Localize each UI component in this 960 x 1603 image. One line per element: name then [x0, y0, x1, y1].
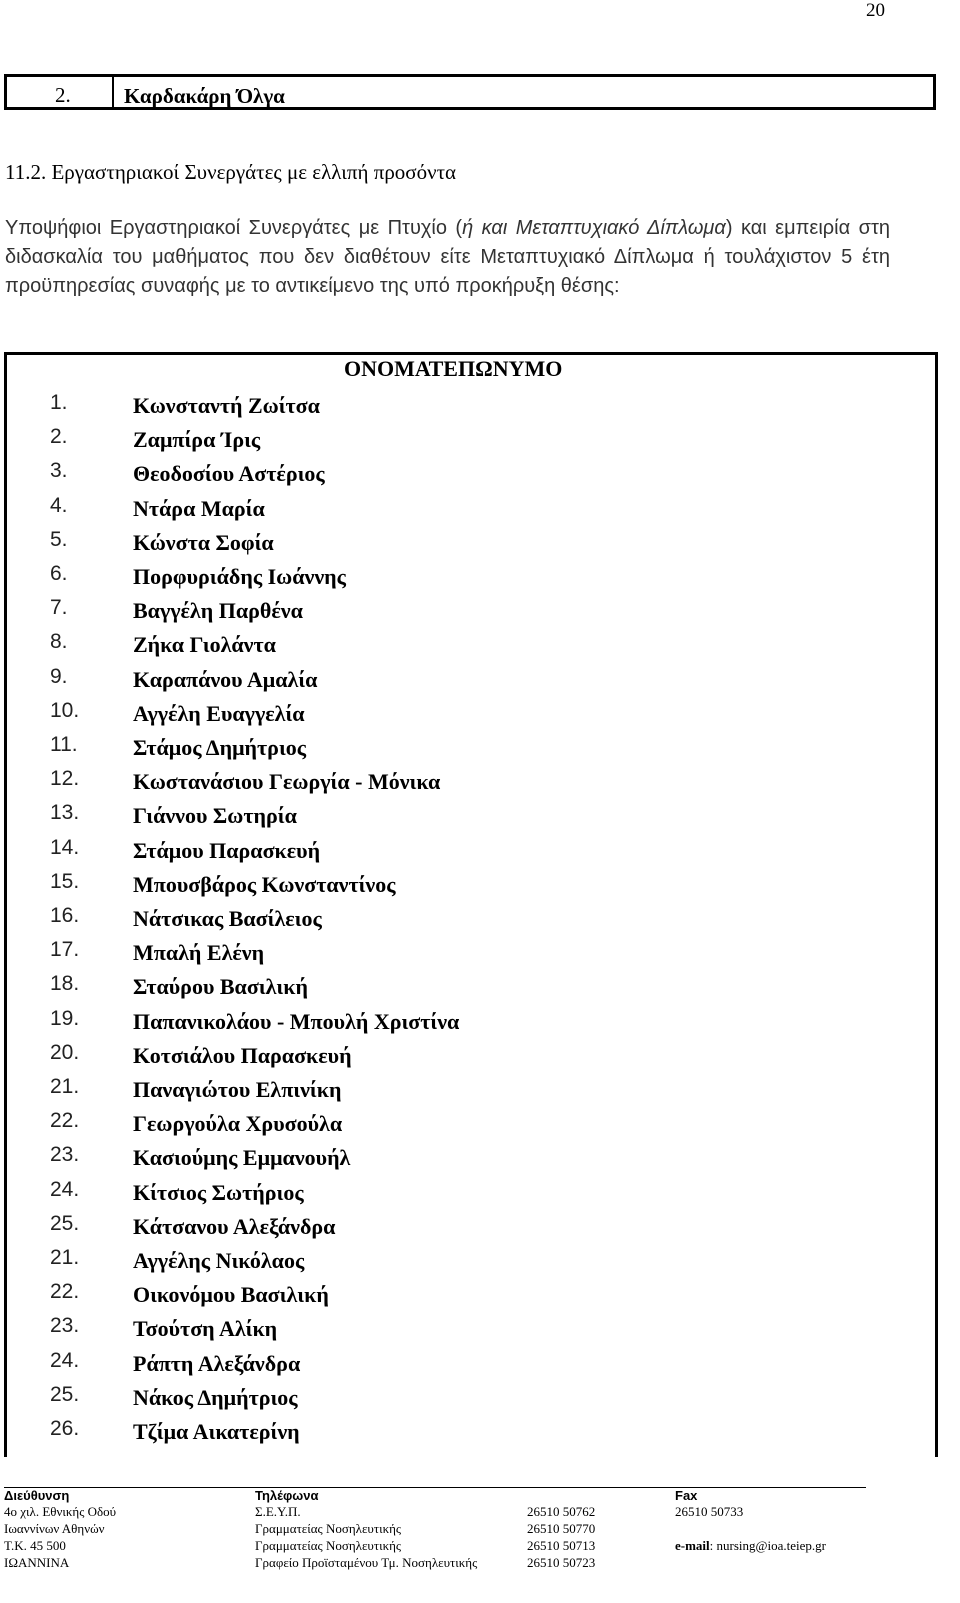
section-heading: 11.2. Εργαστηριακοί Συνεργάτες με ελλιπή προσόντα [5, 160, 457, 184]
row-number: 18. [50, 972, 80, 996]
row-number: 7. [50, 596, 68, 620]
table-row [0, 425, 930, 459]
row-number: 10. [50, 698, 80, 722]
row-number: 25. [50, 1382, 80, 1406]
table-row [0, 1041, 930, 1075]
table-row [0, 1212, 930, 1246]
row-fullname: Ζήκα Γιολάντα [133, 632, 276, 658]
previous-entry-row [4, 74, 936, 110]
table-row [0, 459, 930, 493]
row-number: 16. [50, 904, 80, 927]
table-row [0, 1246, 930, 1280]
row-fullname: Σταύρου Βασιλική [133, 974, 308, 1000]
table-row [0, 1178, 930, 1212]
row-fullname: Στάμος Δημήτριος [133, 735, 307, 760]
table-row [0, 1075, 930, 1109]
row-number: 23. [50, 1314, 80, 1338]
row-fullname: Καραπάνου Αμαλία [133, 666, 318, 692]
row-fullname: Νάκος Δημήτριος [133, 1384, 298, 1410]
row-number: 14. [50, 835, 80, 859]
column-header-fullname: ΟΝΟΜΑΤΕΠΩΝΥΜΟ [344, 356, 563, 381]
row-fullname: Κάτσανου Αλεξάνδρα [133, 1213, 336, 1239]
footer-address-line: ΙΩΑΝΝΙΝΑ [4, 1555, 70, 1570]
row-number: 22. [50, 1280, 80, 1304]
row-number: 13. [50, 801, 80, 825]
row-number: 25. [50, 1211, 80, 1235]
row-number: 9. [50, 664, 68, 688]
footer-phone-name: Γραμματείας Νοσηλευτικής [255, 1521, 402, 1536]
intro-paragraph [5, 214, 890, 301]
footer-address-line: Τ.Κ. 45 500 [4, 1538, 66, 1553]
row-number: 22. [50, 1109, 80, 1133]
row-number: 12. [50, 767, 80, 791]
footer-phone-name: Σ.Ε.Υ.Π. [255, 1504, 301, 1519]
row-fullname: Ράπτη Αλεξάνδρα [133, 1350, 301, 1376]
footer-phone-label: Τηλέφωνα [255, 1488, 319, 1503]
row-number: 1. [50, 391, 68, 414]
row-fullname: Αγγέλη Ευαγγελία [133, 700, 305, 726]
page-number: 20 [866, 0, 885, 21]
row-number: 2. [50, 425, 68, 449]
row-number: 17. [50, 938, 80, 962]
row-number: 11. [50, 733, 78, 756]
row-number: 6. [50, 562, 68, 585]
footer-phone-number: 26510 50762 [527, 1504, 596, 1519]
row-fullname: Αγγέλης Νικόλαος [133, 1248, 305, 1273]
intro-text-end: ) και εμπειρία στη διδασκαλία του μαθήματος που δεν διαθέτουν είτε Μεταπτυχιακό Δίπλωμα ή τουλάχιστον 5 έτη προϋπηρεσίας συναφής με το αντικείμενο της υπό προκήρυξη θέσης: [5, 217, 890, 297]
row-number: 5. [50, 527, 68, 551]
table-row [0, 528, 930, 562]
row-number: 24. [50, 1177, 80, 1201]
footer-address-label: Διεύθυνση [4, 1488, 70, 1503]
row-number: 23. [50, 1143, 80, 1167]
row-fullname: Ντάρα Μαρία [133, 495, 265, 521]
table-row [0, 1417, 930, 1451]
row-number: 3. [50, 459, 68, 483]
row-fullname: Μπουσβάρος Κωνσταντίνος [133, 871, 396, 897]
footer-fax-label: Fax [675, 1488, 698, 1503]
footer-email-address: : nursing@ioa.teiep.gr [709, 1538, 826, 1553]
table-row [0, 1349, 930, 1383]
table-row [0, 1314, 930, 1348]
table-row [0, 1383, 930, 1417]
footer-address-line: Ιωαννίνων Αθηνών [4, 1521, 105, 1536]
row-fullname: Τζίμα Αικατερίνη [133, 1419, 300, 1444]
table-row [0, 870, 930, 904]
previous-entry-name: Καρδακάρη Όλγα [124, 84, 285, 108]
row-fullname: Κωστανάσιου Γεωργία - Μόνικα [133, 769, 441, 795]
footer-email [675, 1538, 826, 1554]
table-row [0, 972, 930, 1006]
footer-phone-number: 26510 50770 [527, 1521, 596, 1536]
footer-phone-name: Γραμματείας Νοσηλευτικής [255, 1538, 402, 1553]
previous-entry-number: 2. [55, 83, 71, 107]
row-fullname: Κασιούμης Εμμανουήλ [133, 1145, 351, 1171]
row-fullname: Νάτσικας Βασίλειος [133, 906, 322, 931]
row-fullname: Οικονόμου Βασιλική [133, 1282, 329, 1308]
row-fullname: Κίτσιος Σωτήριος [133, 1179, 304, 1205]
table-row [0, 904, 930, 938]
row-number: 8. [50, 630, 68, 654]
row-number: 4. [50, 493, 68, 517]
table-row [0, 1007, 930, 1041]
table-row [0, 938, 930, 972]
row-number: 20. [50, 1040, 80, 1064]
row-fullname: Παναγιώτου Ελπινίκη [133, 1077, 342, 1102]
table-row [0, 596, 930, 630]
row-fullname: Ζαμπίρα Ίρις [133, 427, 261, 453]
table-row [0, 1280, 930, 1314]
row-fullname: Παπανικολάου - Μπουλή Χριστίνα [133, 1008, 460, 1034]
intro-text-start: Υποψήφιοι Εργαστηριακοί Συνεργάτες με Πτυχίο ( [5, 217, 463, 239]
footer-phone-name: Γραφείο Προϊσταμένου Τμ. Νοσηλευτικής [255, 1555, 478, 1570]
table-row [0, 630, 930, 664]
footer-divider [4, 1487, 866, 1488]
table-row [0, 391, 930, 425]
table-row [0, 562, 930, 596]
table-row [0, 1143, 930, 1177]
footer-address-line: 4ο χιλ. Εθνικής Οδού [4, 1504, 117, 1519]
column-divider [112, 77, 114, 107]
row-fullname: Θεοδοσίου Αστέριος [133, 461, 325, 487]
row-fullname: Βαγγέλη Παρθένα [133, 598, 303, 624]
row-number: 15. [50, 869, 80, 893]
row-fullname: Κωνσταντή Ζωίτσα [133, 393, 320, 418]
row-number: 19. [50, 1006, 80, 1030]
table-row [0, 767, 930, 801]
row-fullname: Μπαλή Ελένη [133, 940, 265, 966]
row-fullname: Κοτσιάλου Παρασκευή [133, 1042, 352, 1068]
table-row [0, 733, 930, 767]
table-row [0, 699, 930, 733]
row-number: 21. [50, 1075, 80, 1098]
intro-text-italic: ή και Μεταπτυχιακό Δίπλωμα [462, 217, 726, 239]
table-row [0, 1109, 930, 1143]
row-fullname: Κώνστα Σοφία [133, 529, 274, 555]
row-fullname: Τσούτση Αλίκη [133, 1316, 278, 1342]
row-fullname: Στάμου Παρασκευή [133, 837, 321, 863]
footer-email-label: e-mail [675, 1538, 710, 1553]
row-number: 21. [50, 1246, 80, 1269]
footer-phone-number: 26510 50713 [527, 1538, 596, 1553]
table-row [0, 494, 930, 528]
footer-fax-number: 26510 50733 [675, 1504, 744, 1519]
row-fullname: Πορφυριάδης Ιωάννης [133, 564, 346, 589]
row-number: 24. [50, 1348, 80, 1372]
table-row [0, 801, 930, 835]
row-fullname: Γεωργούλα Χρυσούλα [133, 1111, 343, 1137]
row-fullname: Γιάννου Σωτηρία [133, 803, 297, 829]
row-number: 26. [50, 1417, 80, 1440]
table-row [0, 665, 930, 699]
table-row [0, 836, 930, 870]
footer-phone-number: 26510 50723 [527, 1555, 596, 1570]
